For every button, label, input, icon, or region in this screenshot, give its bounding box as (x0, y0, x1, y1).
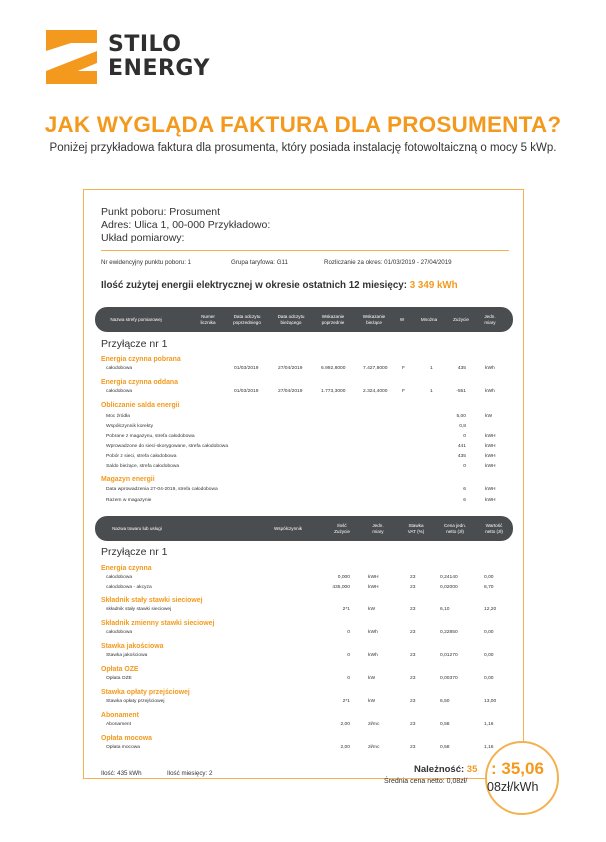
service-group-title: Stawka jakościowa (101, 643, 164, 650)
cell-nazwa: składnik stały stawki sieciowej (106, 607, 172, 612)
cell-jedn: kWh (368, 630, 378, 635)
logo-mark-icon (46, 30, 98, 84)
service-group-title: Abonament (101, 712, 139, 719)
cell-value: 6 (463, 487, 466, 492)
badge-unit: 08zł/kWh (487, 780, 539, 794)
col-cena: Cena jedn. netto (zł) (443, 522, 467, 534)
cell-wartosc: 0,00 (484, 630, 494, 635)
cell-wsk-poprz: 1.773,3000 (321, 389, 346, 394)
cell-wartosc: 0,00 (484, 653, 494, 658)
naleznosc (414, 764, 477, 775)
cell-ilosc: 2,00 (340, 722, 350, 727)
cell-jedn: kWH (368, 575, 379, 580)
cell-wartosc: 1,16 (484, 745, 494, 750)
cell-label: Data wprowadzenia 27-04-2019, strefa całodobowa (106, 487, 218, 492)
section-przylacze-1: Przyłącze nr 1 (101, 338, 168, 350)
cell-wartosc: 0,00 (484, 575, 494, 580)
cell-unit: kWH (485, 498, 496, 503)
cell-jedn: kWh (368, 653, 378, 658)
cell-jedn: kWH (368, 585, 379, 590)
cell-value: 0 (463, 464, 466, 469)
usage-value: 3 349 kWh (409, 280, 458, 291)
cell-wsk-biez: 7.427,8000 (363, 366, 388, 371)
highlight-badge (485, 741, 559, 815)
meter-table-header (95, 307, 513, 332)
logo-line-2: ENERGY (108, 56, 210, 81)
cell-mnozna: 1 (430, 389, 433, 394)
cell-vat: 23 (410, 676, 416, 681)
cell-ilosc: 0,000 (337, 575, 350, 580)
service-group-title: Składnik zmienny stawki sieciowej (101, 620, 215, 627)
saldo-row (84, 424, 525, 432)
cell-ilosc: 2*1 (342, 607, 350, 612)
cell-cena: 0,00370 (440, 676, 458, 681)
cell-strefa: całodobowa (106, 389, 133, 394)
cell-value: 435 (457, 454, 466, 459)
cell-ilosc: 2*1 (342, 699, 350, 704)
col-nazwa: Nazwa towaru lub usługi (112, 525, 162, 531)
cell-wsk-poprz: 6.992,8000 (321, 366, 346, 371)
cell-value: 5,00 (456, 414, 466, 419)
footer-ilosc-miesiecy: Ilość miesięcy: 2 (167, 770, 213, 777)
cell-ilosc: 435,000 (332, 585, 350, 590)
service-row (84, 745, 525, 753)
cell-w: F (402, 366, 405, 371)
srednia-cena: Średnia cena netto: 0,08zł/ (384, 778, 468, 785)
saldo-row (84, 414, 525, 422)
adres: Adres: Ulica 1, 00-000 Przykładowo: (101, 219, 271, 231)
col-mnozna: Mnożna (420, 316, 438, 322)
col-zuzycie: Zużycie (453, 316, 469, 322)
service-row (84, 630, 525, 638)
energia-oddana-title: Energia czynna oddana (101, 379, 178, 386)
saldo-row (84, 454, 525, 462)
cell-vat: 23 (410, 722, 416, 727)
cell-w: F (402, 389, 405, 394)
cell-ilosc: 0 (347, 630, 350, 635)
cell-cena: 0,22850 (440, 630, 458, 635)
cell-cena: 0,24140 (440, 575, 458, 580)
cell-data-poprz: 01/03/2019 (234, 366, 259, 371)
cell-wartosc: 13,00 (484, 699, 497, 704)
cell-data-biez: 27/04/2019 (278, 366, 303, 371)
service-row (84, 585, 525, 593)
naleznosc-label: Należność: (414, 764, 465, 775)
cell-jedn: zł/mc (368, 745, 380, 750)
cell-jedn: kW (368, 676, 376, 681)
col-wartosc: Wartość netto (zł) (485, 522, 503, 534)
cell-value: 441 (457, 444, 466, 449)
cell-unit: kW (485, 414, 493, 419)
col-data-biez: Data odczytu bieżącego (277, 313, 305, 325)
cell-vat: 23 (410, 607, 416, 612)
stilo-energy-logo (46, 30, 224, 84)
saldo-row (84, 434, 525, 442)
cell-label: Moc źródła (106, 414, 130, 419)
okres-rozliczenia: Rozliczanie za okres: 01/03/2019 - 27/04/2019 (324, 259, 452, 266)
cell-nazwa: całodobowa (106, 630, 133, 635)
cell-mnozna: 1 (430, 366, 433, 371)
service-group-title: Stawka opłaty przejściowej (101, 689, 190, 696)
cell-vat: 23 (410, 575, 416, 580)
cell-wsk-biez: 2.324,4000 (363, 389, 388, 394)
energia-oddana-row (84, 389, 525, 397)
col-ilosc: Ilość Zużycie (334, 522, 350, 534)
cell-label: Pobór z sieci, strefa całodobowa (106, 454, 177, 459)
service-row (84, 653, 525, 661)
cell-jedn: kW (368, 699, 376, 704)
uklad-pomiarowy: Układ pomiarowy: (101, 232, 185, 244)
col-wspolczynnik: Współczynnik (273, 525, 303, 531)
page-headline: JAK WYGLĄDA FAKTURA DLA PROSUMENTA? (44, 112, 562, 137)
cell-nazwa: Opłata mocowa (106, 745, 140, 750)
cell-nazwa: Opłata OZE (106, 676, 132, 681)
cell-ilosc: 2,00 (340, 745, 350, 750)
cell-unit: kWH (485, 464, 496, 469)
energia-pobrana-title: Energia czynna pobrana (101, 356, 181, 363)
cell-data-biez: 27/04/2019 (278, 389, 303, 394)
page-subline: Poniżej przykładowa faktura dla prosumenta, który posiada instalację fotowoltaiczną o mocy 5 kWp. (49, 142, 557, 154)
cell-strefa: całodobowa (106, 366, 133, 371)
footer-ilosc: Ilość: 435 kWh (101, 770, 142, 777)
cell-wartosc: 1,16 (484, 722, 494, 727)
col-jedn: Jedn. miary (372, 522, 384, 534)
magazyn-title: Magazyn energii (101, 476, 155, 483)
cell-vat: 23 (410, 699, 416, 704)
cell-nazwa: Stawka jakościowa (106, 653, 148, 658)
usage-summary (101, 280, 458, 291)
badge-amount: : 35,06 (491, 759, 544, 778)
magazyn-row (84, 487, 525, 495)
cell-value: 0 (463, 434, 466, 439)
cell-unit: kWH (485, 444, 496, 449)
logo-wordmark (108, 33, 210, 81)
invoice-sample (83, 189, 524, 785)
cell-wartosc: 8,70 (484, 585, 494, 590)
cell-zuzycie: 435 (457, 366, 466, 371)
cell-cena: 6,50 (440, 699, 450, 704)
service-row (84, 699, 525, 707)
col-jedn: Jedn. miary (484, 313, 496, 325)
cell-jedn: kWh (485, 366, 495, 371)
cell-vat: 23 (410, 585, 416, 590)
cell-value: 6 (463, 498, 466, 503)
col-w: W (399, 316, 405, 322)
cell-vat: 23 (410, 745, 416, 750)
nr-ewidencyjny: Nr ewidencyjny punktu poboru: 1 (101, 259, 192, 266)
service-row (84, 676, 525, 684)
cell-zuzycie: -551 (456, 389, 466, 394)
usage-label: Ilość zużytej energii elektrycznej w okresie ostatnich 12 miesięcy: (101, 280, 408, 291)
saldo-title: Obliczanie salda energii (101, 402, 180, 409)
cell-unit: kWH (485, 454, 496, 459)
cell-vat: 23 (410, 653, 416, 658)
cell-nazwa: Abonament (106, 722, 132, 727)
grupa-taryfowa: Grupa taryfowa: G11 (231, 259, 288, 266)
cell-cena: 0,01270 (440, 653, 458, 658)
cell-label: Saldo bieżące, strefa całodobowa (106, 464, 180, 469)
cell-wartosc: 0,00 (484, 676, 494, 681)
cell-label: Współczynnik korekty (106, 424, 154, 429)
col-vat: Stawka VAT (%) (407, 522, 425, 534)
col-strefa: Nazwa strefy pomiarowej (110, 316, 162, 322)
punkt-poboru: Punkt poboru: Prosument (101, 206, 221, 218)
cell-label: Wprowadzone do sieci-skorygowane, strefa całodobowa (106, 444, 229, 449)
saldo-row (84, 464, 525, 472)
divider (101, 250, 509, 251)
invoice-header (101, 206, 270, 245)
section-przylacze-1-services: Przyłącze nr 1 (101, 546, 168, 558)
cell-jedn: kWh (485, 389, 495, 394)
saldo-row (84, 444, 525, 452)
col-wsk-poprz: Wskazanie poprzednie (321, 313, 345, 325)
service-row (84, 607, 525, 615)
col-data-poprz: Data odczytu poprzedniego (233, 313, 261, 325)
service-row (84, 722, 525, 730)
cell-cena: 0,58 (440, 722, 450, 727)
cell-label: Pobrane z magazynu, strefa całodobowa (106, 434, 195, 439)
cell-ilosc: 0 (347, 676, 350, 681)
service-row (84, 575, 525, 583)
magazyn-row (84, 498, 525, 506)
naleznosc-value: 35 (466, 764, 478, 775)
cell-vat: 23 (410, 630, 416, 635)
cell-cena: 0,58 (440, 745, 450, 750)
cell-label: Razem w magazynie (106, 498, 152, 503)
cell-cena: 6,10 (440, 607, 450, 612)
logo-line-1: STILO (108, 32, 182, 57)
service-group-title: Składnik stały stawki sieciowej (101, 597, 203, 604)
services-table-header (95, 516, 513, 541)
cell-cena: 0,02000 (440, 585, 458, 590)
cell-nazwa: całodobowa (106, 575, 133, 580)
cell-nazwa: całodobowa - akcyza (106, 585, 152, 590)
cell-value: 0,8 (459, 424, 466, 429)
cell-ilosc: 0 (347, 653, 350, 658)
service-group-title: Energia czynna (101, 565, 152, 572)
cell-jedn: kW (368, 607, 376, 612)
cell-unit: kWH (485, 487, 496, 492)
service-group-title: Opłata OZE (101, 666, 139, 673)
cell-data-poprz: 01/03/2019 (234, 389, 259, 394)
cell-wartosc: 12,20 (484, 607, 497, 612)
col-wsk-biez: Wskazanie bieżące (362, 313, 386, 325)
energia-pobrana-row (84, 366, 525, 374)
col-licznik: Numer licznika (200, 313, 216, 325)
cell-jedn: zł/mc (368, 722, 380, 727)
cell-unit: kWH (485, 434, 496, 439)
cell-nazwa: Stawka opłaty przejściowej (106, 699, 165, 704)
service-group-title: Opłata mocowa (101, 735, 152, 742)
